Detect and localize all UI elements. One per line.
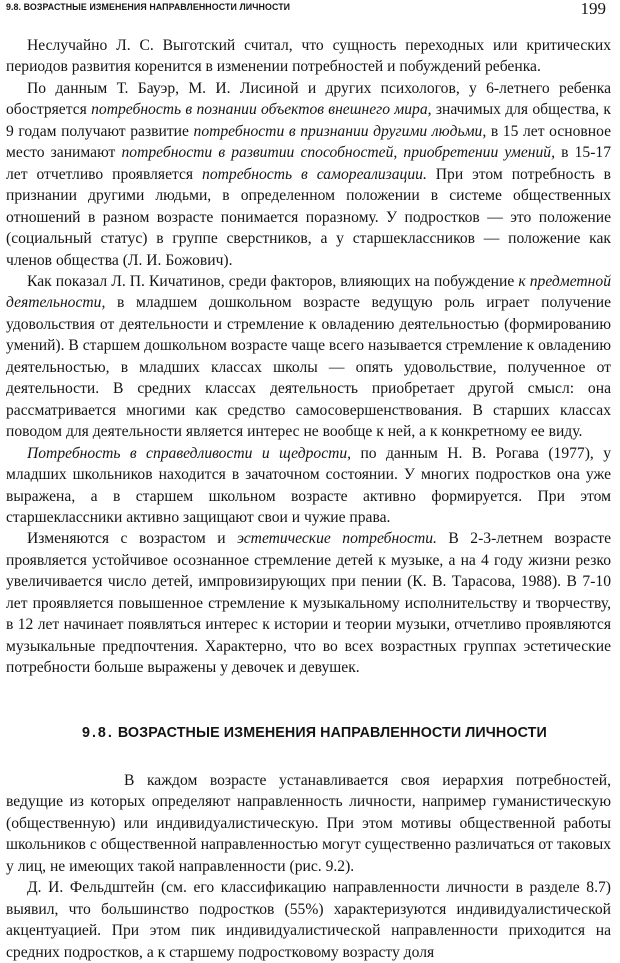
body-text-lower [6,770,611,963]
paragraph-justice-need: Потребность в справедливости и щедрости, по данным Н. В. Рогава (1977), у младших школьников находится в зачаточном состоянии. У многих подростков она уже выражена, а в старшем школьном возрасте активно формируется. При этом старшеклассники активно защищают свои и чужие права. [6,444,611,526]
paragraph-needs-by-age: По данным Т. Бауэр, М. И. Лисиной и других психологов, у 6-летнего ребенка обостряется потребность в познании объектов внешнего мира, значимых для общества, к 9 годам получают развитие потребности в признании другими людьми, в 15 лет основное место занимают потребности в развитии способностей, приобретении умений, в 15-17 лет отчетливо проявляется потребность в самореализации. При этом потребность в признании другими людьми, в определенном положении в системе общественных отношений в разном возрасте понимается поразному. У подростков — это положение (социальный статус) в группе сверстников, а у старшеклассников — положение как членов общества (Л. И. Божович). [6,79,611,269]
paragraph-kichatinov: Как показал Л. П. Кичатинов, среди факторов, влияющих на побуждение к предметной деятельности, в младшем дошкольном возрасте ведущую роль играет получение удовольствия от деятельности и стремление к овладению деятельностью (формированию умений). В старшем дошкольном возрасте чаще всего называется стремление к овладению деятельностью, в младших классах школы — опять удовольствие, полученное от деятельности. В средних классах деятельность приобретает другой смысл: она рассматривается многими как средство самосовершенствования. В старших классах поводом для деятельности является интерес не вообще к ней, а к конкретному ее виду. [6,272,612,441]
body-text-upper [6,35,611,679]
section-title: ВОЗРАСТНЫЕ ИЗМЕНЕНИЯ НАПРАВЛЕННОСТИ ЛИЧНОСТИ [117,725,547,741]
section-number: 9.8. [82,725,114,741]
section-heading [82,725,547,741]
paragraph-hierarchy: В каждом возрасте устанавливается своя иерархия потребностей, ведущие из которых определяют направленность личности, например гуманистическую (общественную) или индивидуалистическую. При этом мотивы общественной работы школьников с общественной направленностью могут существенно различаться от таковых у лиц, не имеющих такой направленности (рис. 9.2). [6,772,611,875]
running-head: 9.8. ВОЗРАСТНЫЕ ИЗМЕНЕНИЯ НАПРАВЛЕННОСТИ ЛИЧНОСТИ [6,2,291,13]
page-number: 199 [580,0,606,18]
paragraph-vygotsky: Неслучайно Л. С. Выготский считал, что сущность переходных или критических периодов развития коренится в изменении потребностей и побуждений ребенка. [6,37,611,76]
paragraph-feldshtein: Д. И. Фельдштейн (см. его классификацию направленности личности в разделе 8.7) выявил, что большинство подростков (55%) характеризуются индивидуалистической акцентуацией. При этом пик индивидуалистической направленности приходится на средних подростков, а к старшему подростковому возрасту доля [6,879,611,961]
paragraph-aesthetic-needs: Изменяются с возрастом и эстетические потребности. В 2-3-летнем возрасте проявляется устойчивое осознанное стремление детей к музыке, а на 4 году жизни резко увеличивается число детей, импровизирующих при пении (К. В. Тарасова, 1988). В 7-10 лет проявляется повышенное стремление к музыкальному исполнительству и творчеству, в 12 лет начинает появляться интерес к истории и теории музыки, отчетливо проявляются музыкальные предпочтения. Характерно, что во всех возрастных группах эстетические потребности больше выражены у девочек и девушек. [6,530,611,677]
